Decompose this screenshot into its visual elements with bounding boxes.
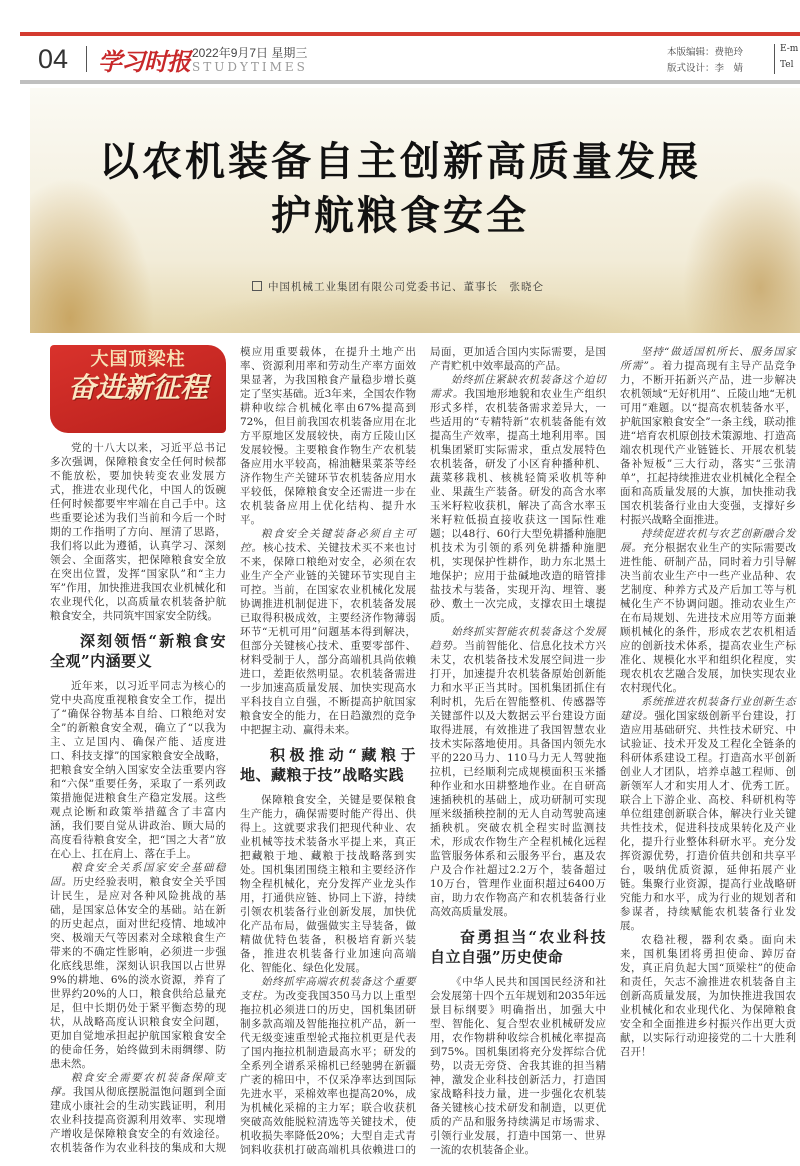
paragraph-text: 我国地形地貌和农业生产组织形式多样，农机装备需求差异大，一些适用的“专精特新”农机装备能有效提高生产效率，提高土地利用率。国机集团紧盯实际需求，重点发展特色农机装备，研发了小区育种播种机、蔬菜移栽机、核桃轻简采收机等种业、果蔬生产装备。研发的高含水率玉米籽粒收获机，解决了高含水率玉米籽粒低损直接收获这一国际性难题；以48行、60行大型免耕播种施肥机技术为引领的系列免耕播种施肥机，实现保护性耕作，助力东北黑土地保护；应用于盐碱地改造的暗管排盐技术与装备，实现开沟、埋管、裹砂、敷土一次完成，支撑农田土壤提质。 xyxy=(430,388,607,624)
column-logo-flag xyxy=(50,345,226,433)
paragraph-lead: 粮食安全关键装备必须自主可控。 xyxy=(240,528,416,554)
paragraph-text: 核心技术、关键技术买不来也讨不来，保障口粮绝对安全，必须在农业生产全产业链的关键环节实现自主可控。当前，在国家农业机械化发展协调推进机制促进下，农机装备发展已取得积极成效，主要经济作物薄弱环节“无机可用”问题基本得到解决，但部分关键核心技术、重要零部件、材料受制于人，部分高端机具尚依赖进口，差距依然明显。农机装备需进一步加速高质量发展、加快实现高水平科技自立自强，不断提高护航国家粮食安全的能力，在日趋激烈的竞争中把握主动、赢得未来。 xyxy=(240,542,417,736)
paragraph xyxy=(620,345,796,527)
paragraph-text: 历史经验表明，粮食安全关乎国计民生，是应对各种风险挑战的基础，是国家总体安全的基础。站在新的历史起点，面对世纪疫情、地域冲突、极端天气等因素对全球粮食生产带来的不确定性影响，必须进一步强化底线思维，深刻认识我国以占世界9%的耕地、6%的淡水资源，养育了世界约20%的人口，粮食供给总量充足，但中长期仍处于紧平衡态势的现状，从战略高度认识粮食安全问题，更加自觉地承担起护航国家粮食安全的使命任务，始终做到未雨绸缪、防患未然。 xyxy=(50,876,227,1070)
issue-date: 2022年9月7日 星期三 xyxy=(192,46,308,60)
logo-line-2: 奋进新征程 xyxy=(67,371,208,404)
paragraph-lead: 始终抓住紧缺农机装备这个迫切需求。 xyxy=(430,374,606,400)
masthead-english: STUDYTIMES xyxy=(192,60,308,74)
paragraph-lead: 粮食安全需要农机装备保障支撑。 xyxy=(50,1072,226,1098)
paragraph-lead: 始终抓实智能农机装备这个发展趋势。 xyxy=(430,626,606,652)
byline-box-icon xyxy=(252,281,262,291)
paragraph xyxy=(50,861,226,1071)
page-header xyxy=(0,38,800,78)
paragraph-lead: 坚持“做适国机所长、服务国家所需”。 xyxy=(620,346,796,372)
section-heading: 深刻领悟“新粮食安全观”内涵要义 xyxy=(50,632,226,670)
paragraph-lead: 持续促进农机与农艺创新融合发展。 xyxy=(620,528,796,554)
paragraph: 《中华人民共和国国民经济和社会发展第十四个五年规划和2035年远景目标纲要》明确指出，加强大中型、智能化、复合型农业机械研发应用，农作物耕种收综合机械化率提高到75%。国机集团将充分发挥综合优势，以责无旁贷、舍我其谁的担当精神，激发企业科技创新活力，打造国家战略科技力量，进一步强化农机装备关键核心技术研发和制造，以更优质的产品和服务持续满足市场需求、引领行业发展，打造中国第一、世界一流的农机装备企业。 xyxy=(430,976,606,1156)
headline-line-2: 护航粮食安全 xyxy=(271,192,529,239)
paragraph xyxy=(620,527,796,695)
paragraph: 近年来，以习近平同志为核心的党中央高度重视粮食安全工作，提出了“确保谷物基本自给、口粮绝对安全”的新粮食安全观，确立了“以我为主、立足国内、确保产能、适度进口、科技支撑”的国家粮食安全战略，把粮食安全纳入国家安全法重要内容和“六保”重要任务，采取了一系列政策措施促进粮食生产稳定发展。这些观点论断和政策举措蕴含了丰富内涵，我们要自觉从讲政治、顾大局的高度看待粮食安全，把“国之大者”放在心上、扛在肩上、落在手上。 xyxy=(50,680,226,860)
headline-line-1: 以农机装备自主创新高质量发展 xyxy=(99,138,701,185)
tel-label: Tel xyxy=(780,60,794,70)
editor-credit: 本版编辑：费艳玲 xyxy=(667,47,744,58)
paragraph xyxy=(430,625,606,919)
section-heading: 积极推动“藏粮于地、藏粮于技”战略实践 xyxy=(240,746,416,784)
paragraph-text: 强化国家级创新平台建设，打造应用基础研究、共性技术研究、中试验证、技术开发及工程化全链条的科研体系建设工程。打造高水平创新创业人才团队，培养卓越工程师、创新领军人才和实用人才、优秀工匠。联合上下游企业、高校、科研机构等单位组建创新联合体，解决行业关键共性技术，促进科技成果转化及产业化，提升行业整体科研水平。充分发挥资源优势，打造价值共创和共享平台，吸纳优质资源，延伸拓展产业链。集聚行业资源，提高行业战略研究能力和水平，成为行业的规划者和参谋者，持续赋能农机装备行业发展。 xyxy=(620,710,797,932)
paragraph: 保障粮食安全，关键是要保粮食生产能力，确保需要时能产得出、供得上。这就要求我们把现代种业、农业机械等技术装备水平提上来，真正把藏粮于地、藏粮于技战略落到实处。国机集团围绕主粮和主要经济作物全程机械化，充分发挥产业龙头作用，打通供应链、协同上下游，持续引领农机装备行业创新发展，加快优化产品布局，做强做实主导装备，做精做优特色装备，积极培育新兴装备，推进农机装备行业加速向高端化、智能化、绿色化发展。 xyxy=(240,794,416,974)
header-divider xyxy=(86,46,87,72)
paragraph-lead: 粮食安全关系国家安全基础稳固。 xyxy=(50,862,226,888)
paragraph xyxy=(240,527,416,737)
paragraph: 党的十八大以来，习近平总书记多次强调，保障粮食安全任何时候都不能放松，要加快转变农业发展方式，推进农业现代化，中国人的饭碗任何时候都要牢牢端在自己手中。这些重要论述为我们当前和今后一个时期的工作指明了方向、厘清了思路，我们将以此为遵循，认真学习、深刻领会、全面落实，把保障粮食安全放在突出位置，发挥“国家队”和“主力军”作用，加快推进我国农业机械化和农业现代化，以高质量农机装备护航粮食安全，共同筑牢国家安全防线。 xyxy=(50,442,226,622)
email-label: E-m xyxy=(780,44,799,54)
header-divider xyxy=(774,44,775,74)
logo-line-1: 大国顶梁柱 xyxy=(90,349,186,370)
masthead-logo: 学习时报 xyxy=(98,47,190,76)
paragraph xyxy=(620,695,796,933)
paragraph-text: 为改变我国350马力以上重型拖拉机必须进口的历史，国机集团研制多款高端及智能拖拉机产品，新一代无级变速重型轮式拖拉机更是代表了国内拖拉机制造最高水平；研发的全系列全谱系采棉机已经驰骋在新疆广袤的棉田中，不仅采净率达到国际先进水平，采棉效率也提高20%，成为机械化采棉的主力军；联合收获机突破高效能脱粒清选等关键技术，使机收损失率降低20%；大型自走式青饲料收获机打破高端机具依赖进口的局面，更加适合国内实际需要，是国产青贮机中效率最高的产品。 xyxy=(240,346,606,1156)
article-body xyxy=(50,345,796,1161)
hero-banner xyxy=(30,88,800,333)
byline xyxy=(252,279,544,294)
section-heading: 奋勇担当“农业科技自立自强”历史使命 xyxy=(430,928,606,966)
designer-credit: 版式设计：李 婧 xyxy=(667,63,744,74)
top-accent-bar xyxy=(20,32,800,36)
paragraph: 农稳社稷，器利农桑。面向未来，国机集团将勇担使命、踔厉奋发，真正肩负起大国“顶梁柱”的使命和责任，矢志不渝推进农机装备自主创新高质量发展，为加快推进我国农业机械化和农业现代化、为保障粮食安全和全面推进乡村振兴作出更大贡献，以实际行动迎接党的二十大胜利召开！ xyxy=(620,934,796,1058)
paragraph-lead: 始终抓牢高端农机装备这个重要支柱。 xyxy=(240,976,416,1002)
paragraph-text: 着力提高现有主导产品竞争力，不断开拓新兴产品，进一步解决农机领域“无好机用”、丘陵山地“无机可用”难题。以“提高农机装备水平，护航国家粮食安全”一条主线，联动推进“培育农机原创技术策源地、打造高端农机现代产业链链长、开展农机装备补短板”三大行动，落实“三张清单”，扛起持续推进农业机械化全程全面和高质量发展的大旗，加快推动我国农机装备行业由大变强，支撑好乡村振兴战略全面推进。 xyxy=(620,360,797,526)
paragraph-text: 我国从彻底摆脱温饱问题到全面建成小康社会的生动实践证明，利用农业科技提高资源利用效率、实现增产增收是保障粮食安全的有效途径。农机装备作为农业科技的集成和大规模应用重要载体，在提升土地产出率、资源利用率和劳动生产率方面效果显著，为我国粮食产量稳步增长奠定了坚实基础。近3年来，全国农作物耕种收综合机械化率由67%提高到72%，但目前我国农机装备应用在北方平原地区发展较快，南方丘陵山区发展较慢。主要粮食作物生产农机装备应用水平较高，棉油糖果菜茶等经济作物生产关键环节农机装备应用水平较低，保障粮食安全还需进一步在农机装备应用上优化结构、提升水平。 xyxy=(50,346,416,1154)
paragraph-text: 充分根据农业生产的实际需要改进性能、研制产品，同时着力引导解决当前农业生产中一些产业品种、农艺制度、种养方式及产后加工等与机械化生产不协调问题。推动农业生产在布局规划、先进技术应用等方面兼顾机械化的条件，形成农艺农机相适应的创新技术体系，提高农业生产标准化、规模化水平和组织化程度，实现农机农艺融合发展，加快实现农业农村现代化。 xyxy=(620,542,797,694)
paragraph xyxy=(430,373,606,625)
paragraph-text: 当前智能化、信息化技术方兴未艾，农机装备技术发展空间进一步打开，加速提升农机装备原始创新能力和水平正当其时。国机集团抓住有利时机，先后在智能整机、传感器等关键部件以及大数据云平台建设方面取得进展，有效推进了我国智慧农业技术实际落地使用。具备国内领先水平的220马力、110马力无人驾驶拖拉机，已经顺利完成规模面积玉米播种作业和水田耕整地作业。在自研高速插秧机的基础上，成功研制可实现厘米级插秧控制的无人自动驾驶高速插秧机。突破农机全程实时监测技术，形成农作物生产全程机械化远程监管服务体系和云服务平台，惠及农户及合作社超过2.2万个，装备超过10万台，管理作业面积超过6400万亩，助力农作物高产和农机装备行业高效高质量发展。 xyxy=(430,640,607,918)
paragraph-lead: 系统推进农机装备行业创新生态建设。 xyxy=(620,696,796,722)
page-number: 04 xyxy=(38,44,69,74)
header-underline xyxy=(20,80,800,84)
byline-text: 中国机械工业集团有限公司党委书记、董事长 张晓仑 xyxy=(268,281,544,293)
